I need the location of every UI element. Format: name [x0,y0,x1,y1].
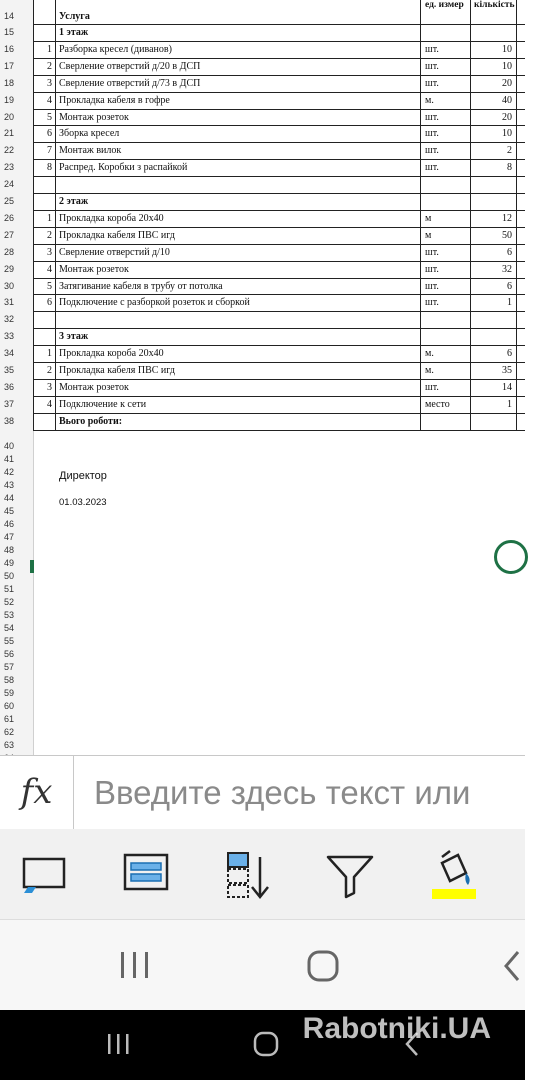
grid-line [33,24,525,25]
section-title: 1 этаж [59,27,89,38]
grid-line [420,0,421,430]
row-number[interactable]: 24 [4,179,15,190]
grid-line [33,278,525,279]
row-number[interactable]: 57 [4,662,15,672]
unit-cell: шт. [425,162,439,174]
row-number[interactable]: 26 [4,212,15,223]
row-number[interactable]: 49 [4,558,15,568]
home-icon[interactable] [305,948,341,984]
qty-cell: 6 [507,348,512,360]
grid-line [33,311,525,312]
grid-line [33,142,525,143]
grid-line [33,109,525,110]
qty-cell: 20 [502,111,512,123]
unit-cell: м [425,212,432,224]
unit-cell: шт. [425,297,439,309]
row-index: 6 [47,128,52,140]
service-name: Зборка кресел [59,128,120,140]
row-number[interactable]: 52 [4,597,15,607]
row-number[interactable]: 17 [4,60,15,71]
row-number[interactable]: 41 [4,454,15,464]
unit-cell: шт. [425,60,439,72]
sort-icon[interactable] [222,847,278,903]
qty-cell: 1 [507,297,512,309]
fill-color-icon[interactable] [424,847,480,903]
date-cell: 01.03.2023 [59,497,107,508]
unit-cell: шт. [425,263,439,275]
row-number[interactable]: 47 [4,532,15,542]
bottom-toolbar [0,829,525,920]
grid-line [516,0,517,430]
row-number[interactable]: 44 [4,493,15,503]
row-number[interactable]: 29 [4,263,15,274]
row-number[interactable]: 42 [4,467,15,477]
grid-line [33,92,525,93]
row-index: 8 [47,162,52,174]
grid-line [33,396,525,397]
row-index: 6 [47,297,52,309]
row-number[interactable]: 20 [4,111,15,122]
row-number[interactable]: 27 [4,229,15,240]
row-index: 3 [47,246,52,258]
service-name: Монтаж розеток [59,263,129,275]
service-name: Монтаж розеток [59,111,129,123]
grid-line [33,41,525,42]
grid-line [33,0,34,430]
qty-cell: 8 [507,162,512,174]
grid-line [33,413,525,414]
row-index: 3 [47,381,52,393]
service-name: Монтаж вилок [59,145,122,157]
section-title: 2 этаж [59,196,89,207]
service-name: Прокладка короба 20х40 [59,212,164,224]
unit-cell: место [425,398,450,410]
service-name: Подключение с разборкой розеток и сборкой [59,297,250,309]
unit-cell: шт. [425,381,439,393]
row-index: 2 [47,229,52,241]
grid-line [33,379,525,380]
grid-line [33,193,525,194]
row-number[interactable]: 60 [4,701,15,711]
qty-cell: 12 [502,212,512,224]
service-name: Сверление отверстий д/73 в ДСП [59,77,201,89]
qty-cell: 50 [502,229,512,241]
section-title: Вього роботи: [59,415,123,427]
unit-cell: м. [425,365,434,376]
qty-cell: 14 [502,381,512,393]
grid-line [470,0,471,430]
row-number[interactable]: 36 [4,381,15,392]
row-index: 5 [47,280,52,292]
row-number[interactable]: 63 [4,740,15,750]
android-nav-bar [0,920,525,1010]
back-icon[interactable] [500,948,524,984]
header-qty: кількість [474,0,515,10]
system-recent-icon[interactable] [106,1032,132,1056]
grid-line [33,125,525,126]
row-number[interactable]: 37 [4,398,15,409]
row-number[interactable]: 53 [4,610,15,620]
row-number[interactable]: 51 [4,584,15,594]
unit-cell: шт. [425,77,439,89]
qty-cell: 6 [507,246,512,258]
service-name: Прокладка кабеля в гофре [59,94,170,106]
grid-line [33,210,525,211]
qty-cell: 32 [502,263,512,275]
row-index: 3 [47,77,52,89]
formula-input[interactable]: Введите здесь текст или [94,774,471,811]
fx-icon[interactable]: fx [0,756,74,829]
selected-row-indicator [30,560,34,573]
row-number[interactable]: 38 [4,415,15,426]
row-number[interactable]: 58 [4,675,15,685]
service-name: Распред. Коробки з распайкой [59,162,188,174]
header-unit: ед. измер [425,0,464,10]
filter-icon[interactable] [322,847,378,903]
section-title: 3 этаж [59,331,89,343]
row-index: 4 [47,263,52,275]
row-number[interactable]: 55 [4,636,15,646]
director-label: Директор [59,470,107,482]
unit-cell: шт. [425,246,439,258]
row-number[interactable]: 15 [4,27,15,37]
unit-cell: шт. [425,111,439,123]
qty-cell: 20 [502,77,512,89]
grid-line [33,261,525,262]
service-name: Подключение к сети [59,398,147,410]
grid-line [33,58,525,59]
qty-cell: 40 [502,94,512,106]
row-number[interactable]: 46 [4,519,15,529]
row-index: 4 [47,398,52,410]
grid-line [55,0,56,430]
unit-cell: м. [425,348,434,360]
qty-cell: 35 [502,365,512,376]
row-number[interactable]: 32 [4,314,15,325]
row-number[interactable]: 14 [4,11,15,21]
unit-cell: м [425,229,432,241]
unit-cell: м. [425,94,434,106]
qty-cell: 10 [502,128,512,140]
row-index: 1 [47,212,52,224]
row-index: 1 [47,348,52,360]
row-number[interactable]: 34 [4,348,15,359]
row-number[interactable]: 21 [4,128,15,139]
grid-line [33,176,525,177]
recent-apps-icon[interactable] [118,950,152,980]
grid-line [33,345,525,346]
selection-handle[interactable] [494,540,528,574]
row-index: 2 [47,60,52,72]
system-home-icon[interactable] [252,1030,280,1058]
row-number[interactable]: 40 [4,441,15,451]
qty-cell: 1 [507,398,512,410]
wrap-text-icon[interactable] [117,847,173,903]
grid-line [33,75,525,76]
row-number[interactable]: 30 [4,280,15,291]
row-number[interactable]: 54 [4,623,15,633]
unit-cell: шт. [425,280,439,292]
qty-cell: 2 [507,145,512,157]
header-service: Услуга [59,11,90,22]
unit-cell: шт. [425,43,439,55]
grid-line [33,328,525,329]
grid-line [33,294,525,295]
row-number[interactable]: 31 [4,297,15,308]
service-name: Прокладка кабеля ПВС игд [59,365,175,376]
service-name: Сверление отверстий д/10 [59,246,170,258]
row-index: 7 [47,145,52,157]
qty-cell: 6 [507,280,512,292]
freeze-panes-icon[interactable] [16,847,72,903]
grid-line [33,159,525,160]
service-name: Прокладка кабеля ПВС игд [59,229,175,241]
grid-line [33,227,525,228]
row-number[interactable]: 62 [4,727,15,737]
row-number[interactable]: 22 [4,145,15,156]
qty-cell: 10 [502,60,512,72]
formula-bar [0,755,525,830]
row-number[interactable]: 23 [4,162,15,173]
row-number[interactable]: 33 [4,331,15,342]
row-number[interactable]: 19 [4,94,15,105]
service-name: Затягивание кабеля в трубу от потолка [59,280,223,292]
row-number[interactable]: 28 [4,246,15,257]
row-number[interactable]: 56 [4,649,15,659]
row-number[interactable]: 35 [4,365,15,375]
qty-cell: 10 [502,43,512,55]
grid-line [33,244,525,245]
row-number[interactable]: 59 [4,688,15,698]
grid-line [33,430,525,431]
row-number[interactable]: 50 [4,571,15,581]
row-number[interactable]: 48 [4,545,15,555]
row-number[interactable]: 61 [4,714,15,724]
row-index: 4 [47,94,52,106]
service-name: Сверление отверстий д/20 в ДСП [59,60,201,72]
row-number[interactable]: 18 [4,77,15,88]
unit-cell: шт. [425,128,439,140]
row-number[interactable]: 25 [4,196,15,206]
service-name: Прокладка короба 20х40 [59,348,164,360]
row-number[interactable]: 43 [4,480,15,490]
service-name: Монтаж розеток [59,381,129,393]
row-index: 2 [47,365,52,376]
row-index: 5 [47,111,52,123]
row-number[interactable]: 45 [4,506,15,516]
service-name: Разборка кресел (диванов) [59,43,172,55]
row-index: 1 [47,43,52,55]
watermark: Rabotniki.UA [302,1012,491,1045]
grid-line [33,362,525,363]
unit-cell: шт. [425,145,439,157]
row-number[interactable]: 16 [4,43,15,54]
